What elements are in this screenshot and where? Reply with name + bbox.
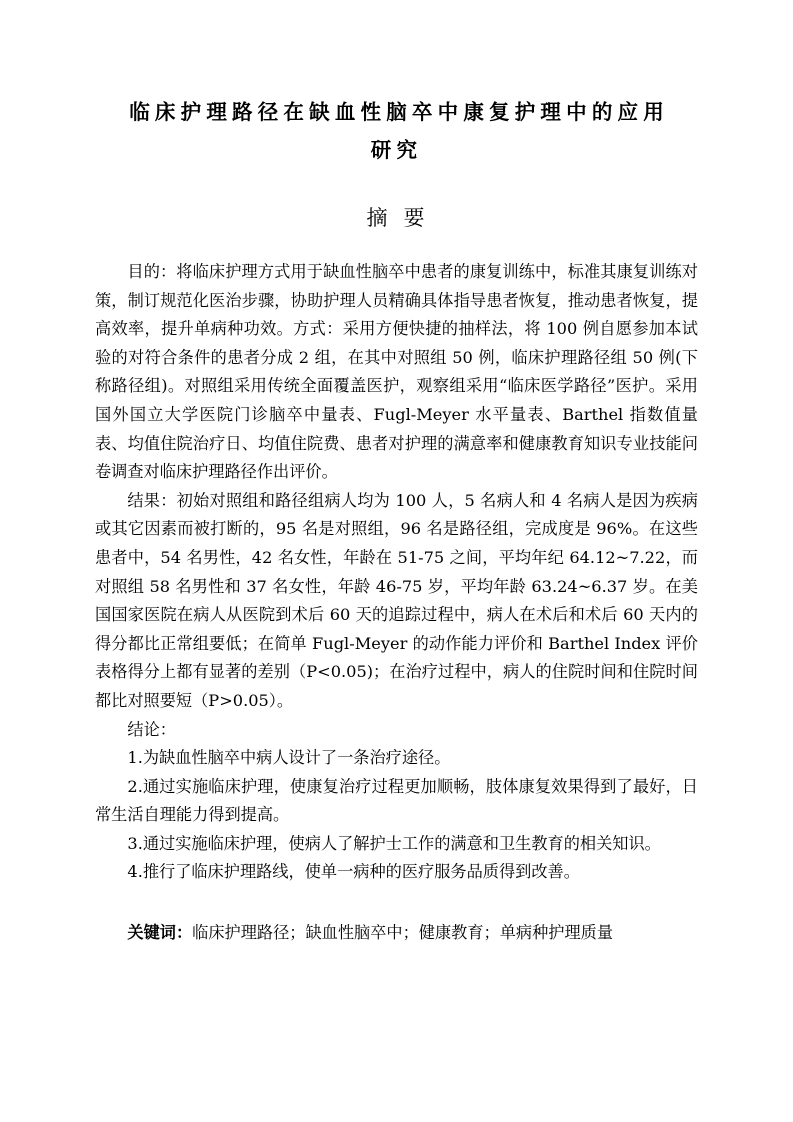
conclusion-item-1: 1.为缺血性脑卒中病人设计了一条治疗途径。 (127, 748, 451, 768)
page-title (95, 0, 698, 169)
conclusion-item-2: 2.通过实施临床护理，使康复治疗过程更加顺畅，肢体康复效果得到了最好，日常生活自理能力得到提高。 (95, 776, 698, 825)
paragraph-results: 结果：初始对照组和路径组病人均为 100 人，5 名病人和 4 名病人是因为疾病或其它因素而被打断的，95 名是对照组，96 名是路径组，完成度是 96%。在这些患者中，54 名男性，42 名女性，年龄在 51-75 之间，平均年纪 64.12~7.22，而对照组 58 名男性和 37 名女性，年龄 46-75 岁，平均年龄 63.24~6.37 岁。在美国国家医院在病人从医院到术后 60 天的追踪过程中，病人在术后和术后 60 天内的得分都比正常组要低；在简单 Fugl-Meyer 的动作能力评价和 Barthel Index 评价表格得分上都有显著的差别（P<0.05)；在治疗过程中，病人的住院时间和住院时间都比对照要短（P>0.05）。 (95, 490, 698, 710)
paragraph-objective-method: 目的：将临床护理方式用于缺血性脑卒中患者的康复训练中，标准其康复训练对策，制订规范化医治步骤，协助护理人员精确具体指导患者恢复，推动患者恢复，提高效率，提升单病种功效。方式：采用方便快捷的抽样法，将 100 例自愿参加本试验的对符合条件的患者分成 2 组，在其中对照组 50 例，临床护理路径组 50 例(下称路径组)。对照组采用传统全面覆盖医护，观察组采用“临床医学路径”医护。采用国外国立大学医院门诊脑卒中量表、Fugl-Meyer 水平量表、Barthel 指数值量表、均值住院治疗日、均值住院费、患者对护理的满意率和健康教育知识专业技能问卷调查对临床护理路径作出评价。 (95, 262, 698, 482)
page-content (95, 0, 698, 948)
conclusion-item-3: 3.通过实施临床护理，使病人了解护士工作的满意和卫生教育的相关知识。 (127, 833, 661, 853)
keywords-label: 关键词： (127, 923, 193, 943)
abstract-body (95, 232, 698, 948)
keywords-value: 临床护理路径；缺血性脑卒中；健康教育；单病种护理质量 (192, 923, 614, 943)
page-title-line-2: 研究 (370, 138, 423, 162)
abstract-heading (95, 169, 698, 232)
abstract-heading-char-2: 要 (403, 206, 427, 230)
conclusion-label: 结论： (127, 719, 176, 739)
conclusion-item-4: 4.推行了临床护理路线，使单一病种的医疗服务品质得到改善。 (127, 862, 580, 882)
page-title-line-1: 临床护理路径在缺血性脑卒中康复护理中的应用 (129, 100, 669, 124)
abstract-heading-char-1: 摘 (366, 206, 390, 230)
keywords-line (95, 887, 698, 948)
